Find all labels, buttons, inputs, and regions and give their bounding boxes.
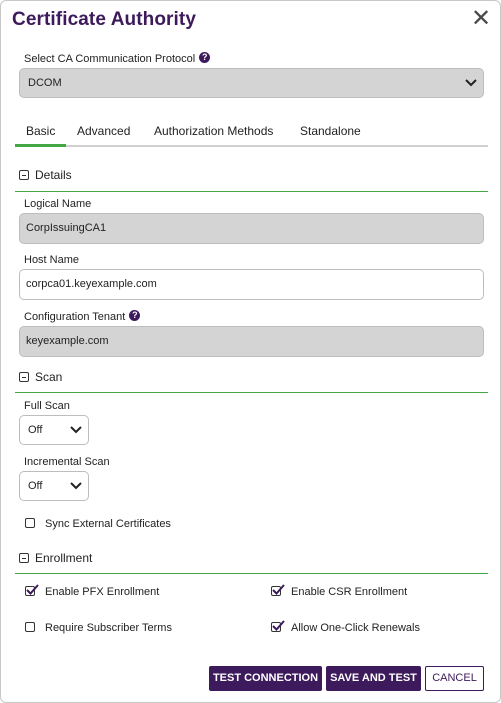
tab-basic[interactable]: Basic xyxy=(26,124,56,138)
sync-external-checkbox-row[interactable] xyxy=(25,518,171,530)
collapse-minus-icon xyxy=(19,372,29,382)
config-tenant-label: Configuration Tenant xyxy=(24,311,126,323)
subscriber-terms-label: Require Subscriber Terms xyxy=(45,622,172,634)
enrollment-divider xyxy=(15,573,488,574)
chevron-down-icon xyxy=(465,78,477,88)
help-icon[interactable]: ? xyxy=(129,310,140,321)
one-click-renewals-checkbox[interactable] xyxy=(271,622,281,632)
tab-standalone[interactable]: Standalone xyxy=(300,124,361,138)
csr-enrollment-checkbox-row[interactable] xyxy=(271,586,407,598)
scan-divider xyxy=(15,392,488,393)
cancel-button[interactable]: CANCEL xyxy=(425,666,484,691)
tab-advanced[interactable]: Advanced xyxy=(77,124,131,138)
host-name-field[interactable]: corpca01.keyexample.com xyxy=(19,269,484,300)
incremental-scan-value: Off xyxy=(28,480,43,492)
full-scan-value: Off xyxy=(28,424,43,436)
close-icon[interactable]: ✕ xyxy=(471,5,492,32)
pfx-enrollment-checkbox-row[interactable] xyxy=(25,586,159,598)
csr-enrollment-checkbox[interactable] xyxy=(271,586,281,596)
subscriber-terms-checkbox[interactable] xyxy=(25,622,35,632)
config-tenant-label-row xyxy=(24,310,140,323)
checkmark-icon xyxy=(271,619,285,633)
protocol-label-row xyxy=(24,52,210,65)
one-click-renewals-checkbox-row[interactable] xyxy=(271,622,420,634)
incremental-scan-label: Incremental Scan xyxy=(24,456,110,468)
tabs-divider xyxy=(15,145,488,147)
chevron-down-icon xyxy=(70,425,82,435)
dialog-title: Certificate Authority xyxy=(12,9,197,30)
sync-external-checkbox[interactable] xyxy=(25,518,35,528)
save-and-test-button[interactable]: SAVE AND TEST xyxy=(326,666,421,691)
protocol-select-value: DCOM xyxy=(28,77,62,89)
details-section-header[interactable] xyxy=(19,168,72,182)
chevron-down-icon xyxy=(70,481,82,491)
full-scan-label: Full Scan xyxy=(24,400,70,412)
incremental-scan-select[interactable] xyxy=(19,471,89,501)
pfx-enrollment-label: Enable PFX Enrollment xyxy=(45,586,160,598)
checkmark-icon xyxy=(25,583,39,597)
collapse-minus-icon xyxy=(19,553,29,563)
one-click-renewals-label: Allow One-Click Renewals xyxy=(291,622,420,634)
csr-enrollment-label: Enable CSR Enrollment xyxy=(291,586,408,598)
details-heading: Details xyxy=(35,168,72,182)
pfx-enrollment-checkbox[interactable] xyxy=(25,586,35,596)
scan-section-header[interactable] xyxy=(19,370,62,384)
host-name-label: Host Name xyxy=(24,254,80,266)
enrollment-section-header[interactable] xyxy=(19,551,92,565)
test-connection-button[interactable]: TEST CONNECTION xyxy=(209,666,322,691)
subscriber-terms-checkbox-row[interactable] xyxy=(25,622,172,634)
checkmark-icon xyxy=(271,583,285,597)
details-divider xyxy=(15,191,488,192)
logical-name-label: Logical Name xyxy=(24,198,92,210)
full-scan-select[interactable] xyxy=(19,415,89,445)
collapse-minus-icon xyxy=(19,170,29,180)
logical-name-field: CorpIssuingCA1 xyxy=(19,213,484,244)
help-icon[interactable]: ? xyxy=(199,52,210,63)
tab-authorization-methods[interactable]: Authorization Methods xyxy=(154,124,274,138)
config-tenant-field: keyexample.com xyxy=(19,326,484,357)
protocol-select[interactable] xyxy=(19,68,484,98)
sync-external-label: Sync External Certificates xyxy=(45,518,171,530)
scan-heading: Scan xyxy=(35,370,63,384)
enrollment-heading: Enrollment xyxy=(35,551,93,565)
protocol-label: Select CA Communication Protocol xyxy=(24,53,196,65)
